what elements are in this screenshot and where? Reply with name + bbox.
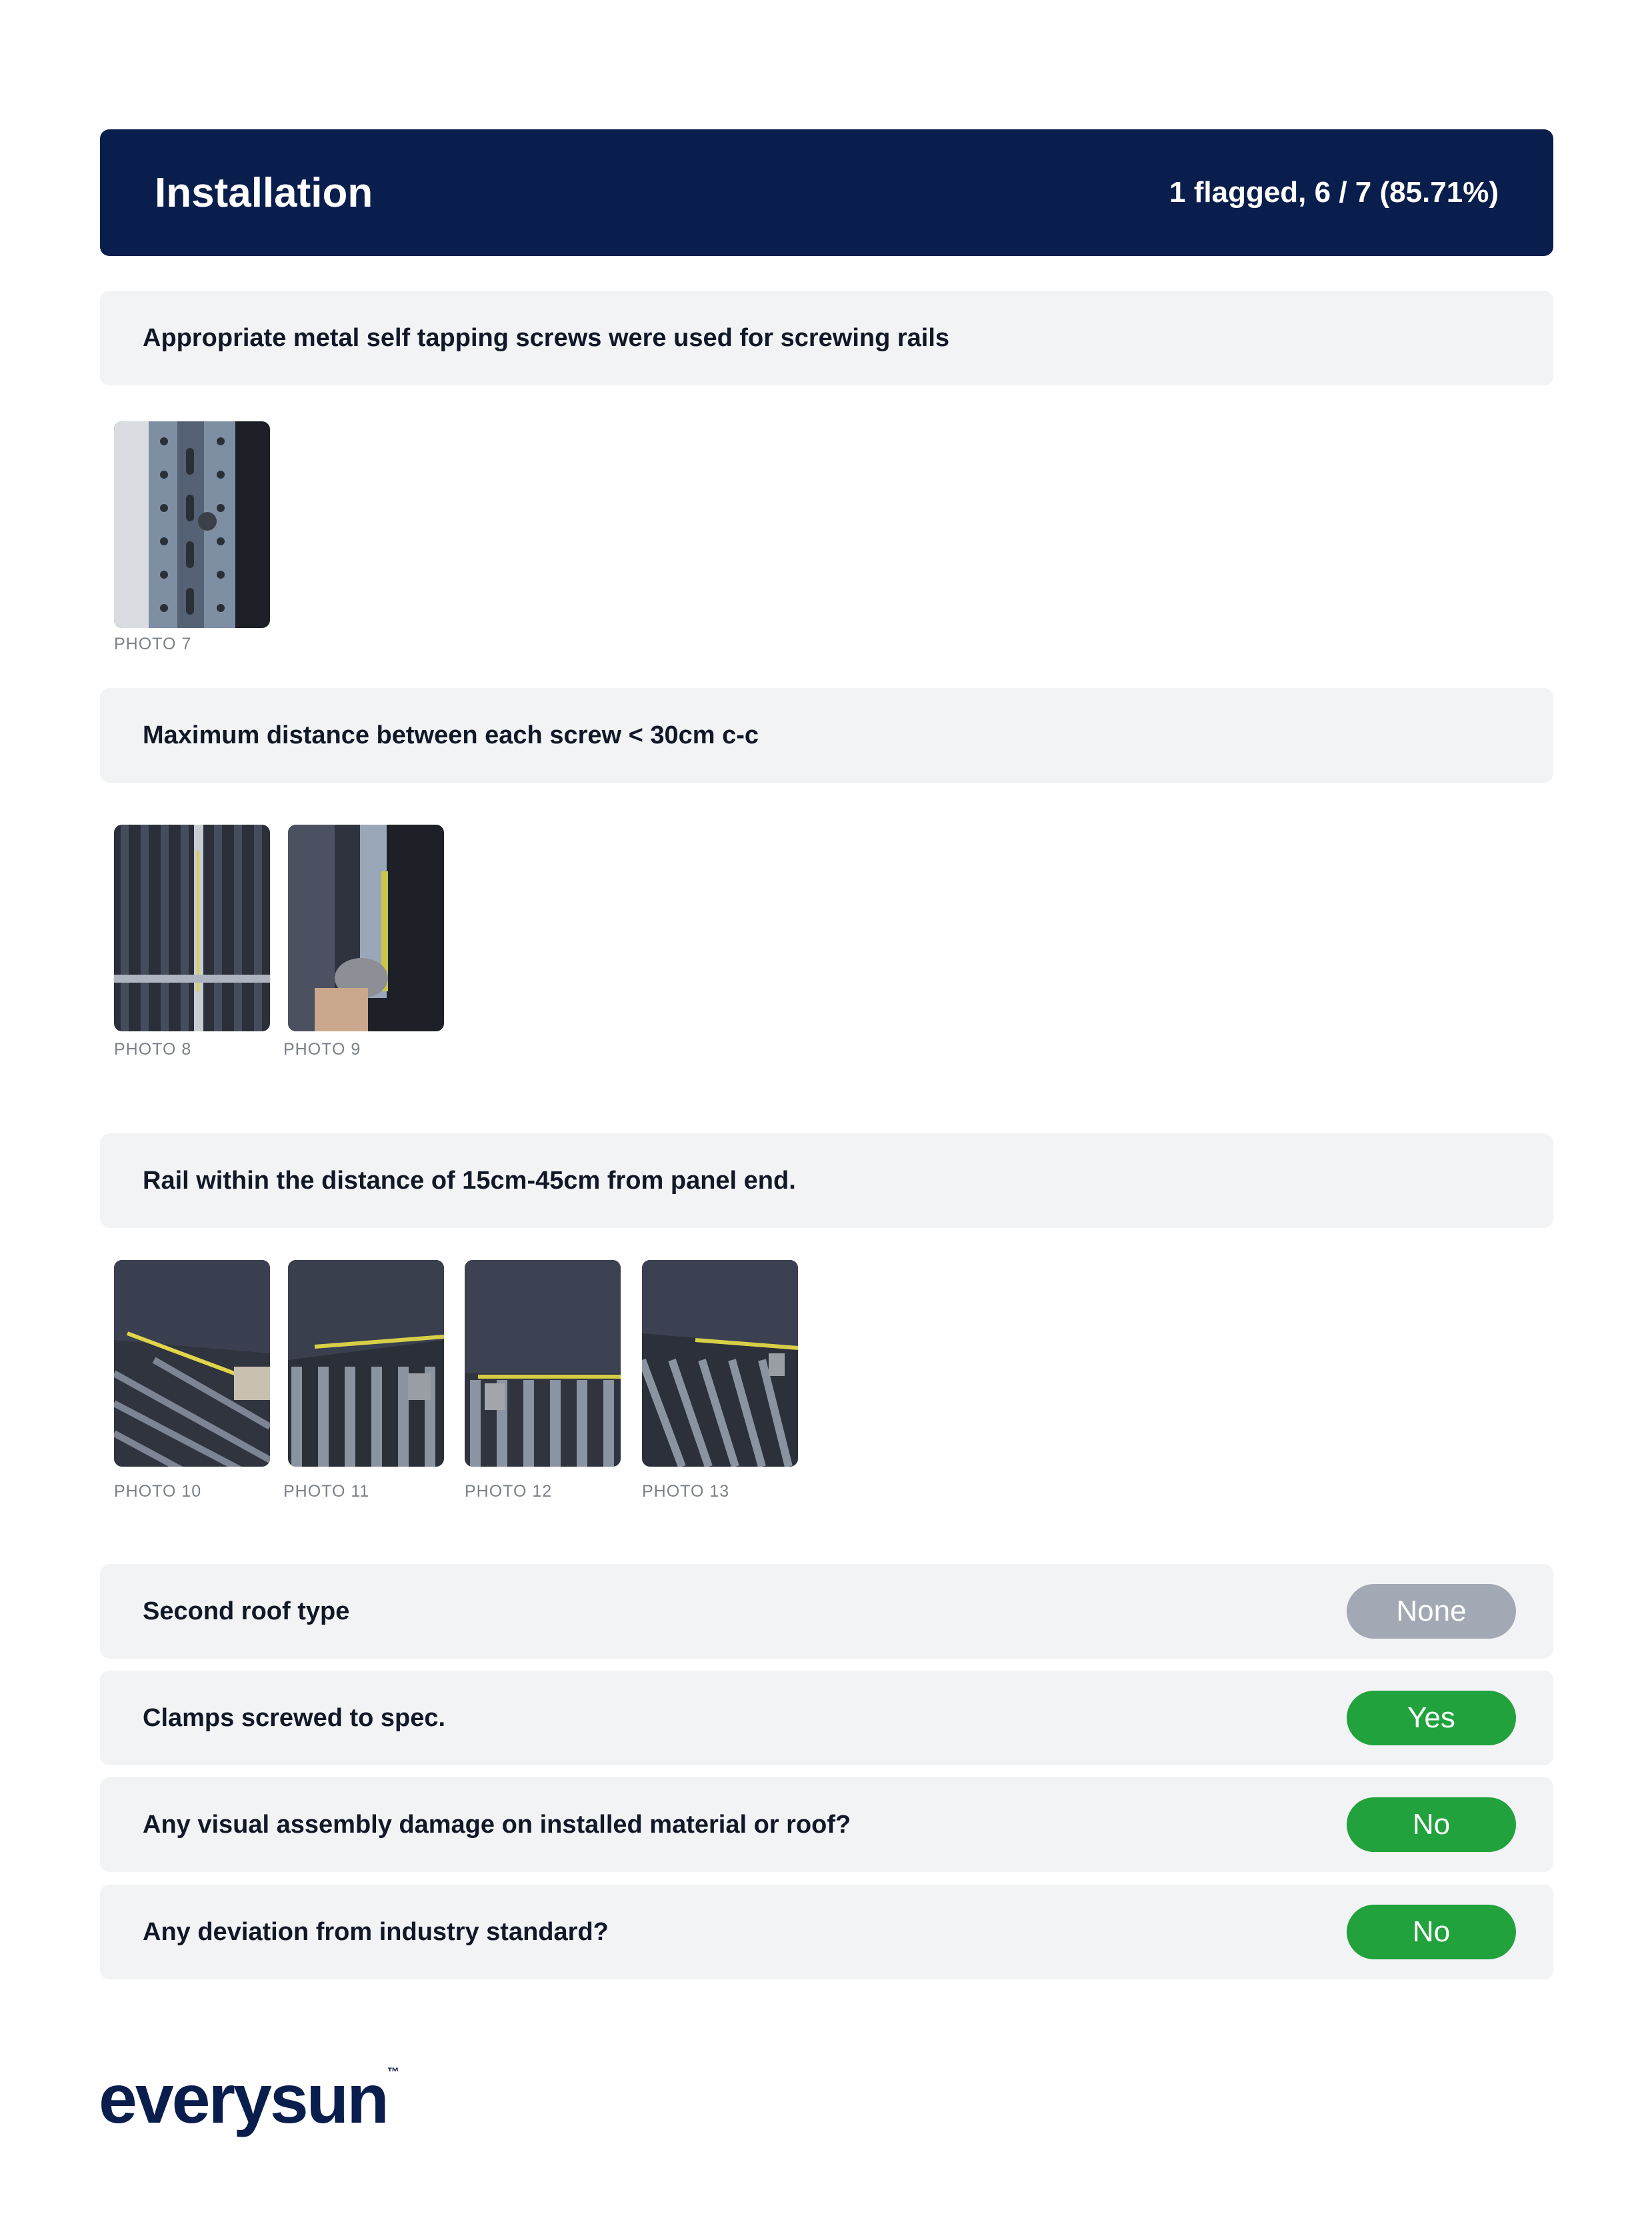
- photo-caption: PHOTO 13: [642, 1482, 730, 1501]
- section-title: Installation: [155, 169, 373, 216]
- everysun-logo: [99, 2060, 399, 2139]
- question-bar: [100, 1133, 1553, 1228]
- answer-row: [100, 1671, 1553, 1765]
- answer-badge-yes: Yes: [1347, 1691, 1516, 1745]
- photo-caption: PHOTO 9: [283, 1040, 361, 1059]
- photo-thumbnail[interactable]: [114, 421, 270, 628]
- question-bar: [100, 291, 1553, 385]
- question-text: Clamps screwed to spec.: [143, 1703, 446, 1732]
- question-bar: [100, 688, 1553, 783]
- photo-thumbnail[interactable]: [114, 825, 270, 1031]
- photo-caption: PHOTO 11: [283, 1482, 370, 1501]
- question-text: Any visual assembly damage on installed material or roof?: [143, 1810, 851, 1839]
- question-text: Maximum distance between each screw < 30cm c-c: [143, 721, 759, 749]
- photo-thumbnail[interactable]: [465, 1260, 621, 1467]
- answer-badge-no: No: [1347, 1905, 1516, 1959]
- question-text: Any deviation from industry standard?: [143, 1917, 609, 1946]
- question-text: Second roof type: [143, 1597, 350, 1625]
- answer-badge-no: No: [1347, 1797, 1516, 1852]
- photo-caption: PHOTO 7: [114, 635, 192, 653]
- photo-caption: PHOTO 10: [114, 1482, 202, 1501]
- answer-row: [100, 1885, 1553, 1979]
- answer-row: [100, 1564, 1553, 1659]
- photo-thumbnail[interactable]: [642, 1260, 798, 1467]
- photo-caption: PHOTO 12: [465, 1482, 553, 1501]
- photo-thumbnail[interactable]: [288, 1260, 444, 1467]
- question-text: Rail within the distance of 15cm-45cm from panel end.: [143, 1166, 796, 1195]
- answer-row: [100, 1777, 1553, 1872]
- trademark-mark: ™: [387, 2065, 399, 2079]
- section-header: [100, 129, 1553, 256]
- photo-thumbnail[interactable]: [288, 825, 444, 1031]
- answer-badge-none: None: [1347, 1584, 1516, 1639]
- photo-caption: PHOTO 8: [114, 1040, 192, 1059]
- logo-text: everysun: [99, 2061, 387, 2138]
- question-text: Appropriate metal self tapping screws were used for screwing rails: [143, 323, 950, 352]
- photo-thumbnail[interactable]: [114, 1260, 270, 1467]
- section-summary: 1 flagged, 6 / 7 (85.71%): [1169, 176, 1499, 209]
